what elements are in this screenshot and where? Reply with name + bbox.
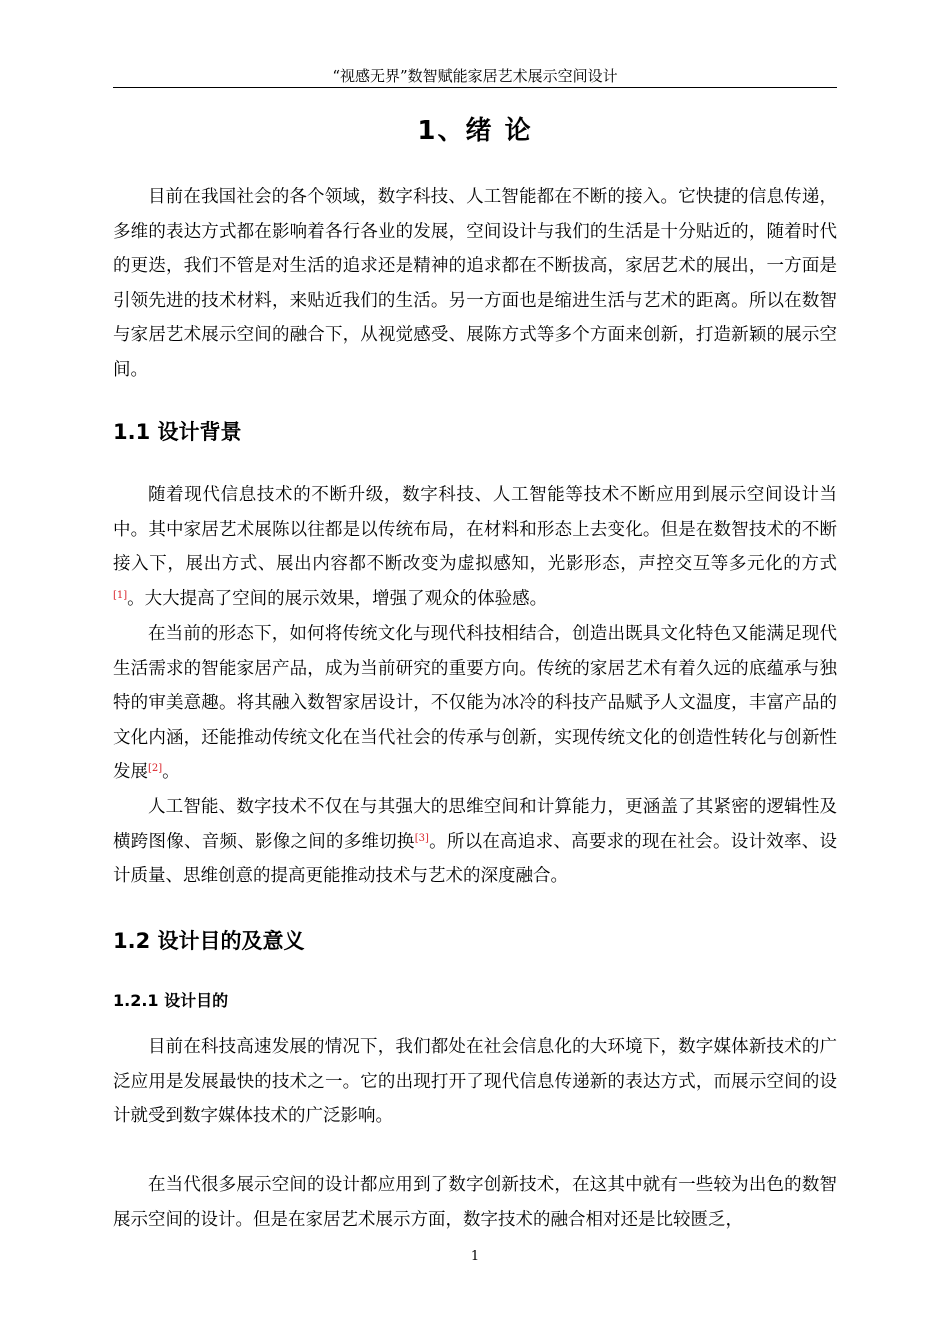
paragraph-text: 人工智能、数字技术不仅在与其强大的思维空间和计算能力，更涵盖了其紧密的逻辑性及横跨图像、音频、影像之间的多维切换	[113, 797, 837, 852]
paragraph-text: 。所以在高追求、高要求的现在社会。设计效率、设计质量、思维创意的提高更能推动技术与艺术的深度融合。	[113, 831, 838, 886]
subsection-heading-1-2-1: 1.2.1 设计目的	[113, 991, 229, 1010]
running-header: “视感无界”数智赋能家居艺术展示空间设计	[332, 67, 618, 85]
page-number: 1	[470, 1249, 480, 1264]
chapter-title: 1、绪 论	[417, 116, 533, 146]
paragraph-text: 随着现代信息技术的不断升级，数字科技、人工智能等技术不断应用到展示空间设计当中。其中家居艺术展陈以往都是以传统布局，在材料和形态上去变化。但是在数智技术的不断接入下，展出方式、展出内容都不断改变为虚拟感知，光影形态，声控交互等多元化的方式	[113, 485, 837, 574]
paragraph-text: 。	[162, 762, 180, 782]
intro-paragraph: 目前在我国社会的各个领域，数字科技、人工智能都在不断的接入。它快捷的信息传递，多维的表达方式都在影响着各行各业的发展，空间设计与我们的生活是十分贴近的，随着时代的更迭，我们不管是对生活的追求还是精神的追求都在不断拔高，家居艺术的展出，一方面是引领先进的技术材料，来贴近我们的生活。另一方面也是缩进生活与艺术的距离。所以在数智与家居艺术展示空间的融合下，从视觉感受、展陈方式等多个方面来创新，打造新颖的展示空间。	[113, 187, 837, 380]
purpose-paragraph-2: 在当代很多展示空间的设计都应用到了数字创新技术，在这其中就有一些较为出色的数智展示空间的设计。但是在家居艺术展示方面，数字技术的融合相对还是比较匮乏，	[113, 1175, 837, 1230]
background-paragraph-1	[113, 478, 837, 616]
section-heading-1-2: 1.2 设计目的及意义	[113, 929, 305, 953]
paragraph-text: 在当前的形态下，如何将传统文化与现代科技相结合，创造出既具文化特色又能满足现代生活需求的智能家居产品，成为当前研究的重要方向。传统的家居艺术有着久远的底蕴承与独特的审美意趣。将其融入数智家居设计，不仅能为冰冷的科技产品赋予人文温度，丰富产品的文化内涵，还能推动传统文化在当代社会的传承与创新，实现传统文化的创造性转化与创新性发展	[113, 624, 837, 782]
background-paragraph-3	[113, 790, 837, 894]
header-rule	[113, 87, 837, 88]
citation-marker[interactable]: [1]	[113, 589, 128, 601]
section-heading-1-1: 1.1 设计背景	[113, 420, 242, 444]
paragraph-text: 。大大提高了空间的展示效果，增强了观众的体验感。	[127, 588, 548, 609]
citation-marker[interactable]: [3]	[414, 832, 429, 844]
background-paragraph-2	[113, 617, 837, 790]
purpose-paragraph-1: 目前在科技高速发展的情况下，我们都处在社会信息化的大环境下，数字媒体新技术的广泛应用是发展最快的技术之一。它的出现打开了现代信息传递新的表达方式，而展示空间的设计就受到数字媒体技术的广泛影响。	[113, 1037, 837, 1126]
citation-marker[interactable]: [2]	[148, 763, 163, 774]
